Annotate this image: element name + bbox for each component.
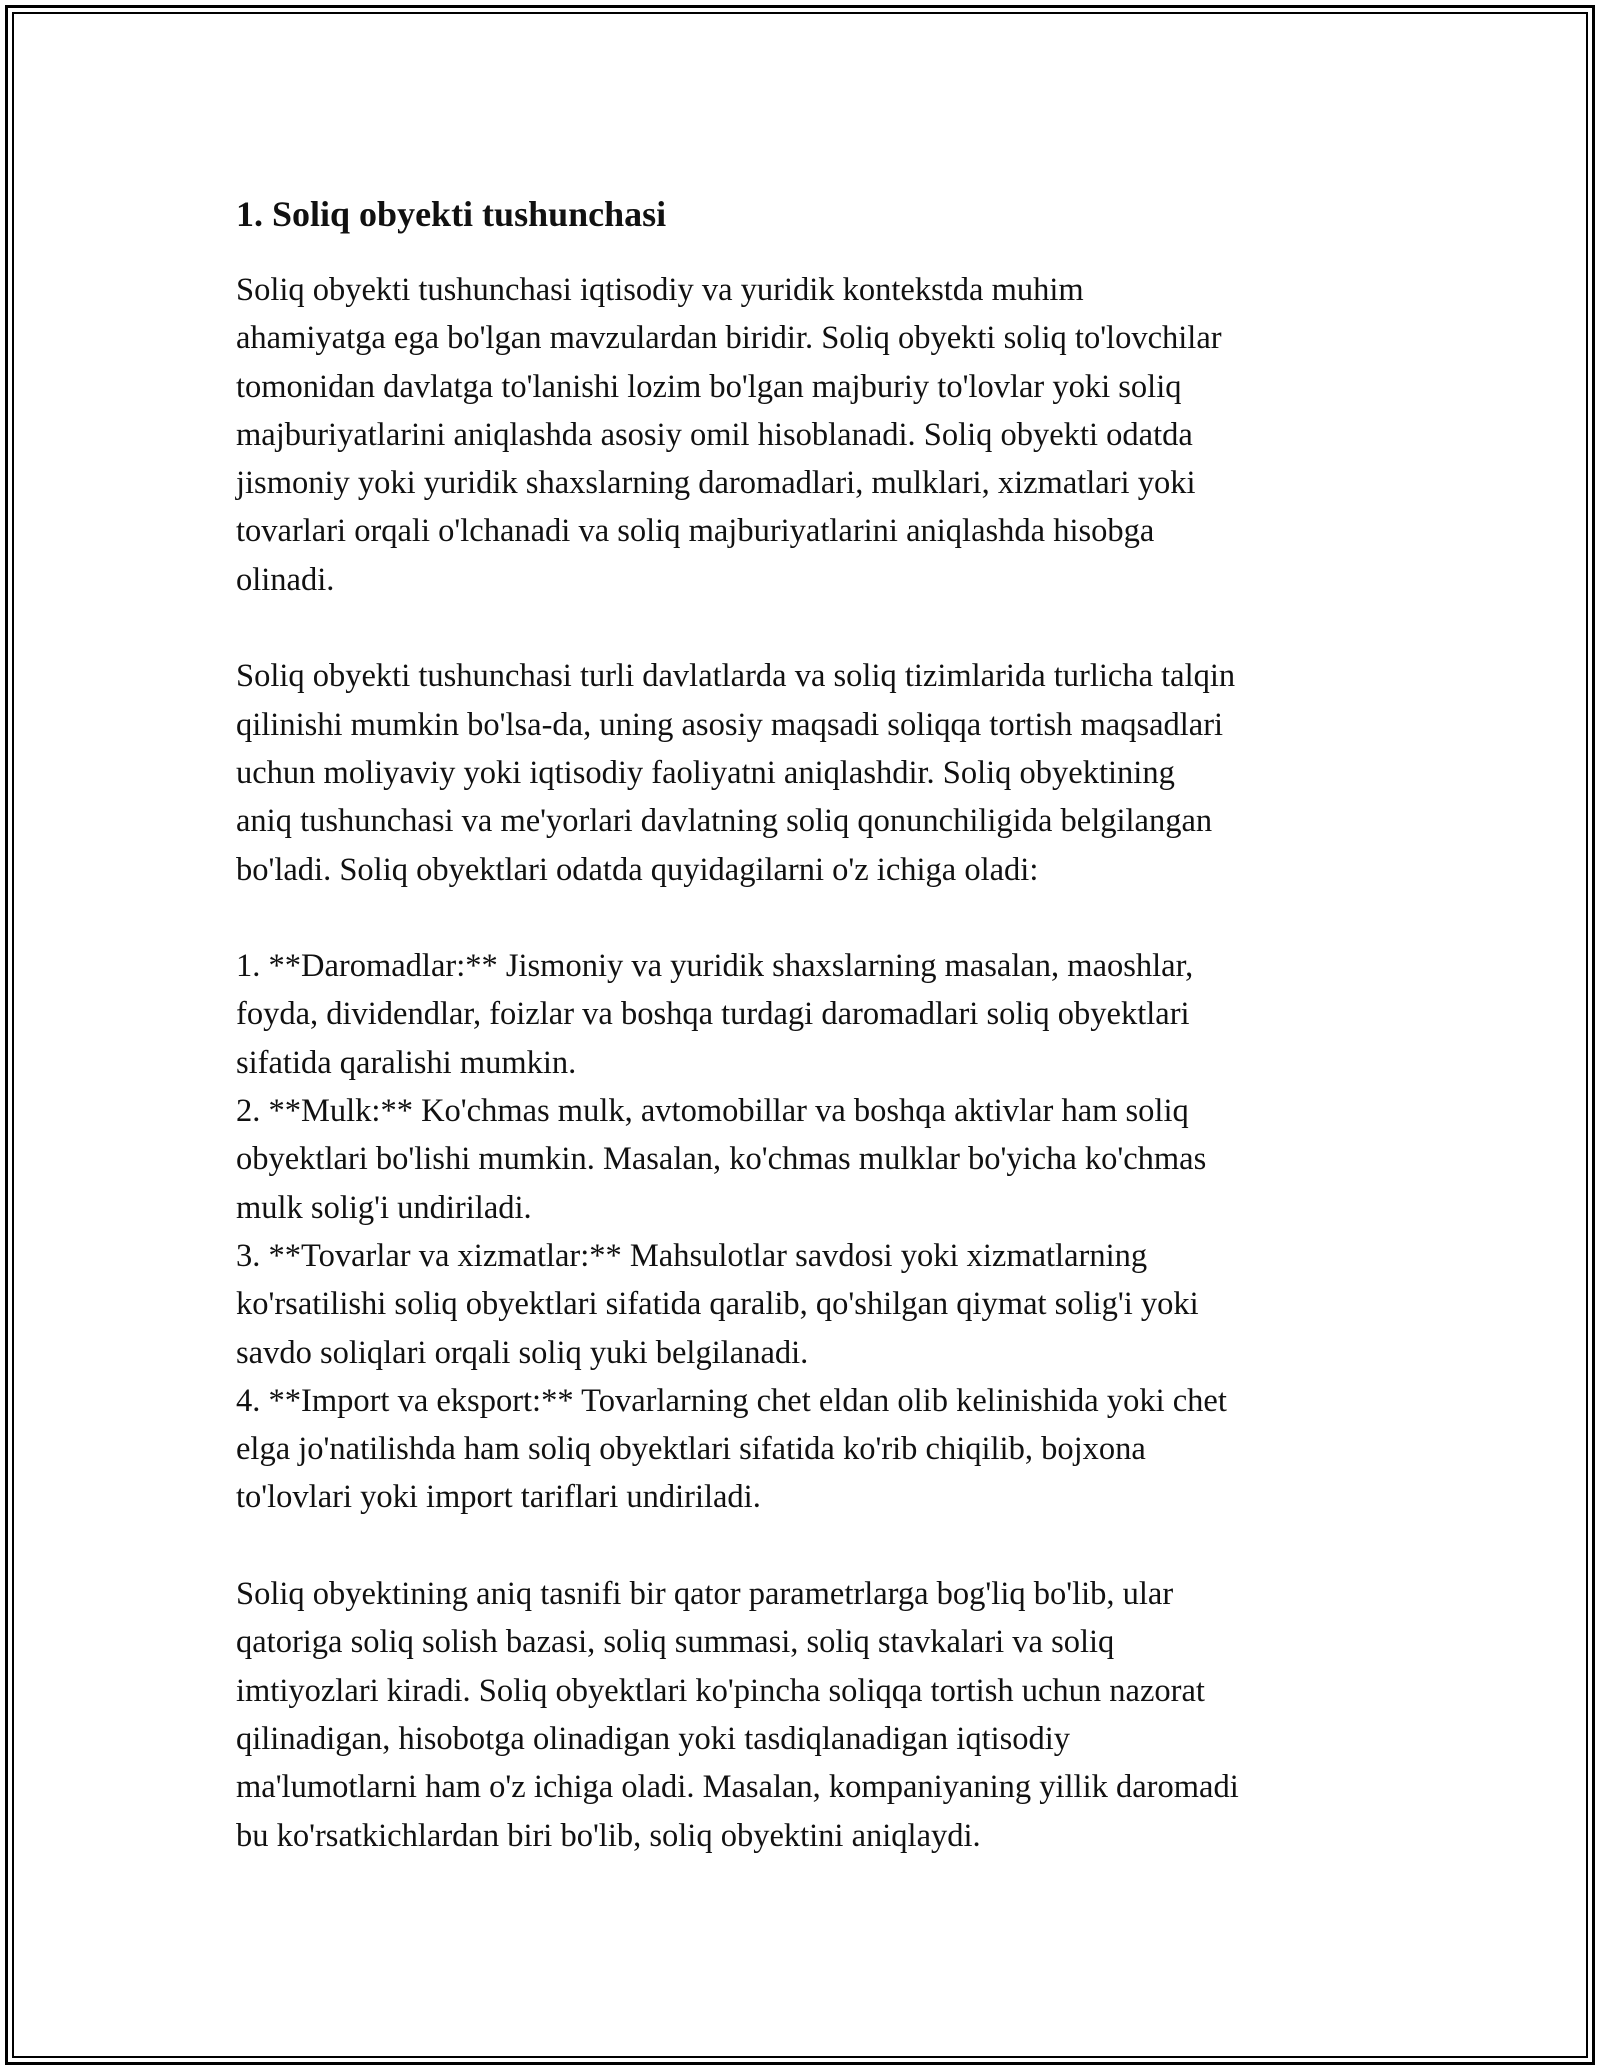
text-line: Soliq obyekti tushunchasi turli davlatlarda va soliq tizimlarida turlicha talqin (236, 658, 1236, 695)
list-line: savdo soliqlari orqali soliq yuki belgilanadi. (236, 1334, 809, 1371)
text-line: bo'ladi. Soliq obyektlari odatda quyidagilarni o'z ichiga oladi: (236, 851, 1039, 888)
text-line: qilinishi mumkin bo'lsa-da, uning asosiy maqsadi soliqqa tortish maqsadlari (236, 706, 1224, 743)
text-line: tomonidan davlatga to'lanishi lozim bo'lgan majburiy to'lovlar yoki soliq (236, 368, 1182, 405)
paragraph-intro (236, 266, 1386, 604)
list-line: ko'rsatilishi soliq obyektlari sifatida qaralib, qo'shilgan qiymat solig'i yoki (236, 1286, 1199, 1323)
text-line: olinadi. (236, 561, 335, 598)
list-line: obyektlari bo'lishi mumkin. Masalan, ko'chmas mulklar bo'yicha ko'chmas (236, 1141, 1207, 1178)
list-line: mulk solig'i undiriladi. (236, 1189, 532, 1226)
list-line: foyda, dividendlar, foizlar va boshqa turdagi daromadlari soliq obyektlari (236, 996, 1190, 1033)
text-line: qilinadigan, hisobotga olinadigan yoki tasdiqlanadigan iqtisodiy (236, 1720, 1071, 1757)
list-line: 3. **Tovarlar va xizmatlar:** Mahsulotlar savdosi yoki xizmatlarning (236, 1237, 1148, 1274)
text-line: tovarlari orqali o'lchanadi va soliq majburiyatlarini aniqlashda hisobga (236, 513, 1155, 550)
paragraph-definition (236, 652, 1386, 893)
paragraph-spacer (236, 894, 1386, 942)
list-line: elga jo'natilishda ham soliq obyektlari sifatida ko'rib chiqilib, bojxona (236, 1431, 1146, 1468)
text-line: Soliq obyektining aniq tasnifi bir qator parametrlarga bog'liq bo'lib, ular (236, 1576, 1174, 1613)
list-line: 4. **Import va eksport:** Tovarlarning chet eldan olib kelinishida yoki chet (236, 1382, 1227, 1419)
text-line: majburiyatlarini aniqlashda asosiy omil hisoblanadi. Soliq obyekti odatda (236, 416, 1193, 453)
list-line: to'lovlari yoki import tariflari undiriladi. (236, 1479, 761, 1516)
list-line: sifatida qaralishi mumkin. (236, 1044, 577, 1081)
text-line: aniq tushunchasi va me'yorlari davlatning soliq qonunchiligida belgilangan (236, 803, 1213, 840)
text-line: qatoriga soliq solish bazasi, soliq summasi, soliq stavkalari va soliq (236, 1624, 1115, 1661)
list-line: 2. **Mulk:** Ko'chmas mulk, avtomobillar va boshqa aktivlar ham soliq (236, 1093, 1189, 1130)
text-line: uchun moliyaviy yoki iqtisodiy faoliyatni aniqlashdir. Soliq obyektining (236, 754, 1175, 791)
text-line: bu ko'rsatkichlardan biri bo'lib, soliq obyektini aniqlaydi. (236, 1817, 981, 1854)
text-line: Soliq obyekti tushunchasi iqtisodiy va yuridik kontekstda muhim (236, 272, 1084, 308)
document-body (236, 186, 1386, 1860)
text-line: ahamiyatga ega bo'lgan mavzulardan biridir. Soliq obyekti soliq to'lovchilar (236, 320, 1222, 357)
list-line: 1. **Daromadlar:** Jismoniy va yuridik shaxslarning masalan, maoshlar, (236, 948, 1194, 985)
section-heading: 1. Soliq obyekti tushunchasi (236, 194, 667, 234)
paragraph-spacer (236, 1522, 1386, 1570)
paragraph-spacer (236, 604, 1386, 652)
paragraph-classification (236, 1570, 1386, 1860)
text-line: ma'lumotlarni ham o'z ichiga oladi. Masalan, kompaniyaning yillik daromadi (236, 1769, 1239, 1806)
tax-object-list (236, 942, 1386, 1522)
text-line: imtiyozlari kiradi. Soliq obyektlari ko'pincha soliqqa tortish uchun nazorat (236, 1672, 1205, 1709)
text-line: jismoniy yoki yuridik shaxslarning daromadlari, mulklari, xizmatlari yoki (236, 465, 1196, 502)
